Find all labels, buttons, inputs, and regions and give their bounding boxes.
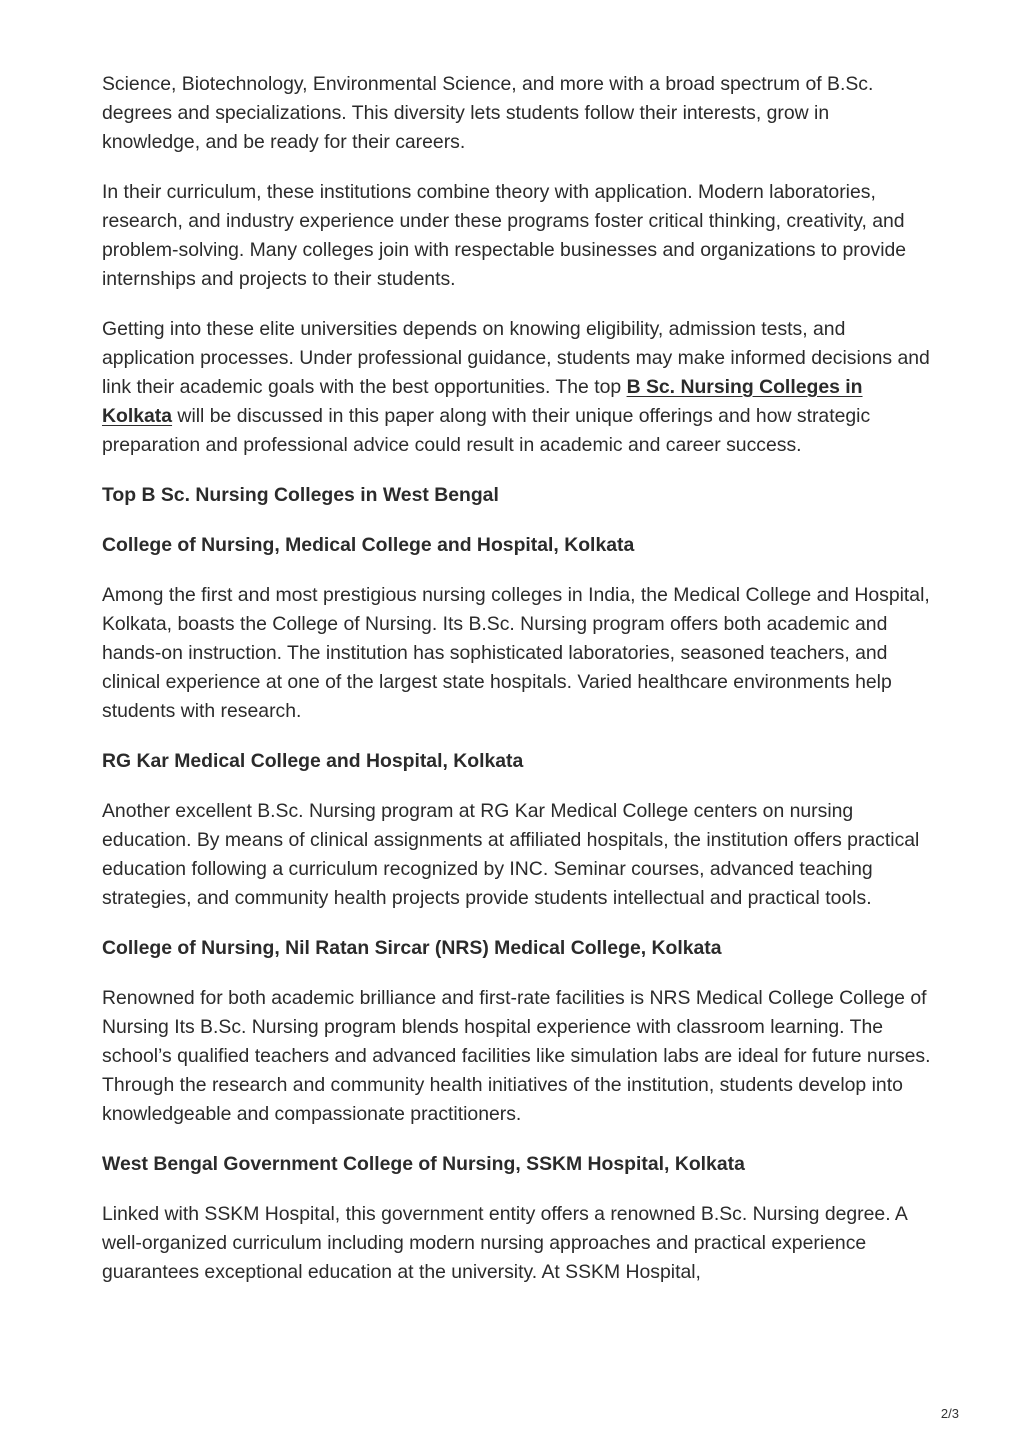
college-description: Among the first and most prestigious nursing colleges in India, the Medical College and Hospital, Kolkata, boasts the College of Nursing. Its B.Sc. Nursing program offers both academic and hands-on instruction. The institution has sophisticated laboratories, seasoned teachers, and clinical experience at one of the largest state hospitals. Varied healthcare environments help students with research. [102,584,930,722]
admission-text-before-link: Getting into these elite universities depends on knowing eligibility, admission tests, and application processes. Under professional guidance, students may make informed decisions and link their academic goals with the best opportunities. The top [102,318,930,398]
document-page [102,70,932,1308]
nursing-colleges-kolkata-link[interactable]: B Sc. Nursing Colleges in Kolkata [102,376,863,427]
college-heading: West Bengal Government College of Nursing, SSKM Hospital, Kolkata [102,1153,745,1175]
college-description: Another excellent B.Sc. Nursing program at RG Kar Medical College centers on nursing education. By means of clinical assignments at affiliated hospitals, the institution offers practical education following a curriculum recognized by INC. Seminar courses, advanced teaching strategies, and community health projects provide students intellectual and practical tools. [102,800,920,909]
page-number: 2/3 [940,1406,959,1421]
curriculum-paragraph: In their curriculum, these institutions combine theory with application. Modern laboratories, research, and industry experience under these programs foster critical thinking, creativity, and problem-solving. Many colleges join with respectable businesses and organizations to provide internships and projects to their students. [102,181,907,290]
college-description: Renowned for both academic brilliance and first-rate facilities is NRS Medical College College of Nursing Its B.Sc. Nursing program blends hospital experience with classroom learning. The school’s qualified teachers and advanced facilities like simulation labs are ideal for future nurses. Through the research and community health initiatives of the institution, students develop into knowledgeable and compassionate practitioners. [102,987,931,1125]
admission-text-after-link: will be discussed in this paper along with their unique offerings and how strategic preparation and professional advice could result in academic and career success. [102,405,871,456]
college-heading: RG Kar Medical College and Hospital, Kolkata [102,750,524,772]
college-description: Linked with SSKM Hospital, this government entity offers a renowned B.Sc. Nursing degree. A well-organized curriculum including modern nursing approaches and practical experience guarantees exceptional education at the university. At SSKM Hospital, [102,1203,907,1283]
intro-paragraph: Science, Biotechnology, Environmental Science, and more with a broad spectrum of B.Sc. degrees and specializations. This diversity lets students follow their interests, grow in knowledge, and be ready for their careers. [102,73,874,153]
college-heading: College of Nursing, Medical College and Hospital, Kolkata [102,534,635,556]
admission-paragraph [102,315,932,460]
main-heading: Top B Sc. Nursing Colleges in West Bengal [102,484,499,506]
college-heading: College of Nursing, Nil Ratan Sircar (NRS) Medical College, Kolkata [102,937,722,959]
